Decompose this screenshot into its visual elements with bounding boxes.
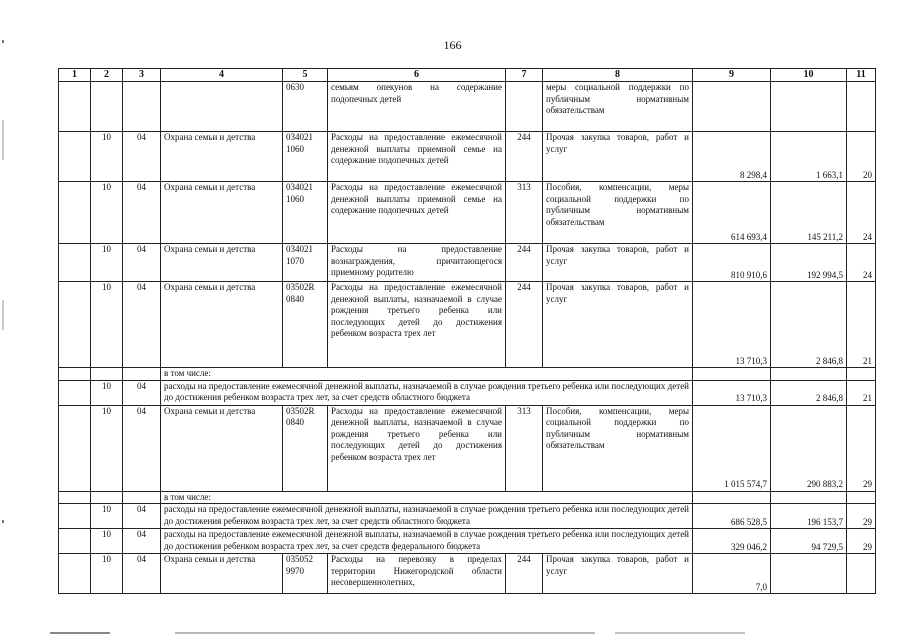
in-that-number-label: в том числе: [161,491,693,504]
amount-quarter-cell: 290 883,2 [771,405,847,491]
percent-cell: 21 [847,282,876,368]
section-cell: 10 [91,529,123,554]
table-row [59,504,876,529]
column-header: 6 [328,69,506,82]
header-row [59,69,876,82]
empty-cell [693,491,771,504]
amount-quarter-cell [771,82,847,132]
column-header: 2 [91,69,123,82]
table-row [59,182,876,244]
amount-cell: 13 710,3 [693,380,771,405]
next-page-bleed [615,632,745,634]
expense-description-cell: семьям опекунов на содержание подопечных детей [328,82,506,132]
page-number: 166 [443,38,462,52]
empty-cell [59,380,91,405]
section-cell: 10 [91,405,123,491]
expense-description-cell: Расходы на предоставление ежемесячной денежной выплаты, назначаемой в случае рождения третьего ребенка или последующих детей до достижения ребенком возраста трех лет [328,282,506,368]
amount-cell: 686 528,5 [693,504,771,529]
subsection-cell: 04 [123,244,161,282]
amount-quarter-cell: 192 994,5 [771,244,847,282]
section-name-cell: Охрана семьи и детства [161,554,283,594]
percent-cell: 21 [847,380,876,405]
expense-description-cell: Расходы на предоставление ежемесячной денежной выплаты, назначаемой в случае рождения третьего ребенка или последующих детей до достижения ребенком возраста трех лет [328,405,506,491]
percent-cell: 24 [847,182,876,244]
empty-cell [123,368,161,381]
percent-cell [847,82,876,132]
percent-cell: 29 [847,405,876,491]
empty-cell [59,368,91,381]
column-header: 4 [161,69,283,82]
amount-cell: 7,0 [693,554,771,594]
expense-description-cell: Расходы на перевозку в пределах территории Нижегородской области несовершеннолетних, [328,554,506,594]
section-cell: 10 [91,554,123,594]
column-header: 5 [283,69,328,82]
section-cell: 10 [91,132,123,182]
table-row [59,132,876,182]
column-header: 3 [123,69,161,82]
expense-type-code-cell: 244 [506,244,543,282]
section-name-cell: Охрана семьи и детства [161,132,283,182]
scan-mark [2,300,4,330]
expense-type-code-cell: 244 [506,132,543,182]
expense-type-code-cell: 244 [506,554,543,594]
column-header: 9 [693,69,771,82]
section-cell: 10 [91,380,123,405]
column-header: 11 [847,69,876,82]
column-header: 10 [771,69,847,82]
expense-type-code-cell: 244 [506,282,543,368]
scan-mark [2,40,4,43]
section-name-cell: Охрана семьи и детства [161,244,283,282]
amount-quarter-cell: 2 846,8 [771,282,847,368]
section-cell: 10 [91,282,123,368]
expense-type-name-cell: Прочая закупка товаров, работ и услуг [543,244,693,282]
next-page-bleed [50,632,110,634]
amount-cell: 13 710,3 [693,282,771,368]
expense-type-name-cell: Прочая закупка товаров, работ и услуг [543,282,693,368]
amount-quarter-cell [771,554,847,594]
target-code-cell: 03502R 0840 [283,282,328,368]
empty-cell [91,491,123,504]
subsection-cell: 04 [123,529,161,554]
empty-cell [771,368,847,381]
in-that-number-label: в том числе: [161,368,693,381]
table-row [59,244,876,282]
table-row [59,82,876,132]
section-name-cell: Охрана семьи и детства [161,182,283,244]
amount-quarter-cell: 196 153,7 [771,504,847,529]
empty-cell [693,368,771,381]
cell-col1 [59,244,91,282]
table-row [59,529,876,554]
target-code-cell: 034021 1060 [283,182,328,244]
expense-type-name-cell: Пособия, компенсации, меры социальной поддержки по публичным нормативным обязательствам [543,182,693,244]
amount-cell: 329 046,2 [693,529,771,554]
budget-table [58,68,876,594]
expense-description-cell: Расходы на предоставление ежемесячной денежной выплаты приемной семье на содержание подопечных детей [328,182,506,244]
table-row [59,282,876,368]
subtotal-label-row [59,491,876,504]
expense-type-name-cell: меры социальной поддержки по публичным нормативным обязательствам [543,82,693,132]
expense-type-name-cell: Прочая закупка товаров, работ и услуг [543,132,693,182]
empty-cell [59,529,91,554]
percent-cell: 20 [847,132,876,182]
target-code-cell: 035052 9970 [283,554,328,594]
empty-cell [847,368,876,381]
breakdown-description-cell: расходы на предоставление ежемесячной денежной выплаты, назначаемой в случае рождения третьего ребенка или последующих детей до достижения ребенком возраста трех лет, за счет средств федерального бюджета [161,529,693,554]
table-row [59,554,876,594]
cell-col1 [59,182,91,244]
cell-col1 [59,405,91,491]
section-cell: 10 [91,504,123,529]
breakdown-description-cell: расходы на предоставление ежемесячной денежной выплаты, назначаемой в случае рождения третьего ребенка или последующих детей до достижения ребенком возраста трех лет, за счет средств областного бюджета [161,380,693,405]
expense-type-name-cell: Прочая закупка товаров, работ и услуг [543,554,693,594]
empty-cell [123,491,161,504]
percent-cell: 24 [847,244,876,282]
percent-cell [847,554,876,594]
section-cell [91,82,123,132]
section-name-cell [161,82,283,132]
expense-type-code-cell: 313 [506,182,543,244]
cell-col1 [59,282,91,368]
target-code-cell: 0630 [283,82,328,132]
expense-description-cell: Расходы на предоставление вознаграждения, причитающегося приемному родителю [328,244,506,282]
amount-cell: 1 015 574,7 [693,405,771,491]
column-header: 7 [506,69,543,82]
section-cell: 10 [91,244,123,282]
amount-cell: 810 910,6 [693,244,771,282]
subsection-cell [123,82,161,132]
empty-cell [91,368,123,381]
empty-cell [59,504,91,529]
empty-cell [847,491,876,504]
expense-description-cell: Расходы на предоставление ежемесячной денежной выплаты приемной семье на содержание подопечных детей [328,132,506,182]
subsection-cell: 04 [123,182,161,244]
subsection-cell: 04 [123,504,161,529]
amount-quarter-cell: 2 846,8 [771,380,847,405]
amount-cell: 614 693,4 [693,182,771,244]
empty-cell [59,491,91,504]
cell-col1 [59,132,91,182]
cell-col1 [59,82,91,132]
percent-cell: 29 [847,529,876,554]
percent-cell: 29 [847,504,876,529]
section-name-cell: Охрана семьи и детства [161,405,283,491]
target-code-cell: 034021 1060 [283,132,328,182]
subsection-cell: 04 [123,132,161,182]
table-row [59,405,876,491]
table-body [59,82,876,594]
scan-mark [2,120,4,160]
expense-type-code-cell [506,82,543,132]
breakdown-description-cell: расходы на предоставление ежемесячной денежной выплаты, назначаемой в случае рождения третьего ребенка или последующих детей до достижения ребенком возраста трех лет, за счет средств областного бюджета [161,504,693,529]
subsection-cell: 04 [123,282,161,368]
expense-type-code-cell: 313 [506,405,543,491]
cell-col1 [59,554,91,594]
subsection-cell: 04 [123,554,161,594]
expense-type-name-cell: Пособия, компенсации, меры социальной поддержки по публичным нормативным обязательствам [543,405,693,491]
target-code-cell: 034021 1070 [283,244,328,282]
amount-cell: 8 298,4 [693,132,771,182]
amount-cell [693,82,771,132]
scan-mark [2,520,4,523]
subtotal-label-row [59,368,876,381]
target-code-cell: 03502R 0840 [283,405,328,491]
next-page-bleed [175,632,595,634]
subsection-cell: 04 [123,405,161,491]
table-row [59,380,876,405]
amount-quarter-cell: 94 729,5 [771,529,847,554]
column-header: 8 [543,69,693,82]
amount-quarter-cell: 1 663,1 [771,132,847,182]
section-cell: 10 [91,182,123,244]
amount-quarter-cell: 145 211,2 [771,182,847,244]
empty-cell [771,491,847,504]
column-header: 1 [59,69,91,82]
subsection-cell: 04 [123,380,161,405]
section-name-cell: Охрана семьи и детства [161,282,283,368]
